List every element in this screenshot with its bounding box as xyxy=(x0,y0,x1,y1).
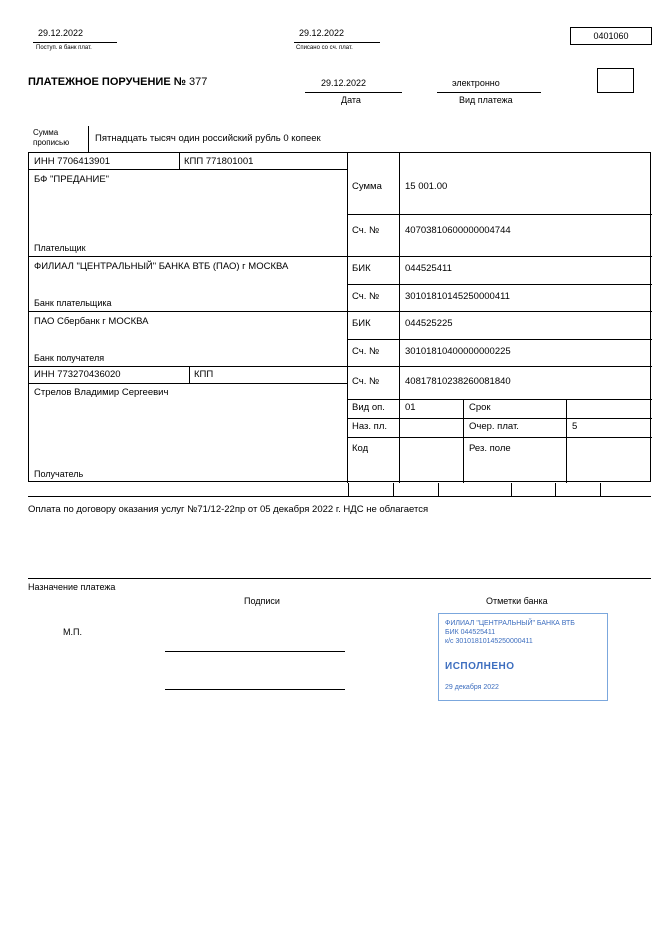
priority-label: Очер. плат. xyxy=(469,421,519,432)
payee-bank-account-label: Сч. № xyxy=(352,346,380,357)
date-received-caption: Поступ. в банк плат. xyxy=(36,45,92,51)
amount-value: 15 001.00 xyxy=(405,181,448,192)
payer-bank-caption: Банк плательщика xyxy=(34,298,112,308)
stamp-bank-name: ФИЛИАЛ "ЦЕНТРАЛЬНЫЙ" БАНКА ВТБ xyxy=(445,620,575,627)
date-debited-value: 29.12.2022 xyxy=(299,28,345,38)
payee-name: Стрелов Владимир Сергеевич xyxy=(34,387,169,398)
strip-divider-1 xyxy=(348,483,349,497)
payee-inn-row-line xyxy=(29,383,347,384)
payer-kpp: КПП 771801001 xyxy=(184,156,254,167)
date-debited-caption: Списано со сч. плат. xyxy=(296,45,353,51)
document-title xyxy=(28,77,207,88)
bank-marks-label: Отметки банка xyxy=(486,596,548,606)
stamp-date: 29 декабря 2022 xyxy=(445,684,499,691)
payee-bank-bik-line xyxy=(347,339,652,340)
payment-kind-caption: Вид платежа xyxy=(459,95,513,105)
table-main-divider xyxy=(347,153,348,483)
bank-stamp xyxy=(438,613,608,701)
payer-bank-account: 30101810145250000411 xyxy=(405,291,510,302)
detail-divider-1 xyxy=(463,399,464,483)
payer-inn-row-line xyxy=(29,169,347,170)
code-label: Код xyxy=(352,443,369,454)
amount-words-divider xyxy=(88,126,89,152)
payee-inn: ИНН 773270436020 xyxy=(34,369,121,380)
signature-line-1 xyxy=(165,651,345,652)
signatures-label: Подписи xyxy=(244,596,280,606)
signature-line-2 xyxy=(165,689,345,690)
payer-caption: Плательщик xyxy=(34,243,86,253)
payer-bank-bik-line xyxy=(347,284,652,285)
strip-divider-2 xyxy=(393,483,394,497)
document-title-label: ПЛАТЕЖНОЕ ПОРУЧЕНИЕ № xyxy=(28,76,186,88)
date-received-underline xyxy=(33,42,117,43)
purpose-section-line xyxy=(28,578,651,579)
payee-inn-kpp-divider xyxy=(189,366,190,383)
payment-order-table xyxy=(28,152,651,482)
status-code-box xyxy=(597,68,634,93)
payer-account: 40703810600000004744 xyxy=(405,225,511,236)
payee-caption: Получатель xyxy=(34,469,84,479)
payer-account-label: Сч. № xyxy=(352,225,380,236)
op-kind-label: Вид оп. xyxy=(352,402,385,413)
payee-bank-bik: 044525225 xyxy=(405,318,453,329)
payee-account-label: Сч. № xyxy=(352,376,380,387)
payer-bank-name: ФИЛИАЛ "ЦЕНТРАЛЬНЫЙ" БАНКА ВТБ (ПАО) г МОСКВА xyxy=(34,261,289,272)
payer-section-line xyxy=(29,256,652,257)
document-date: 29.12.2022 xyxy=(321,78,367,88)
payer-bank-section-line xyxy=(29,311,652,312)
stamp-status: ИСПОЛНЕНО xyxy=(445,661,515,672)
amount-words-label-line2: прописью xyxy=(33,138,70,147)
payment-purpose-caption: Назначение платежа xyxy=(28,582,116,592)
document-number: 377 xyxy=(189,76,208,88)
payer-bank-bik: 044525411 xyxy=(405,263,452,274)
payment-purpose-text: Оплата по договору оказания услуг №71/12-22пр от 05 декабря 2022 г. НДС не облагается xyxy=(28,504,429,515)
payment-kind-underline xyxy=(437,92,541,93)
tax-fields-strip xyxy=(28,483,651,497)
payee-bank-name: ПАО Сбербанк г МОСКВА xyxy=(34,316,149,327)
op-kind-row-line xyxy=(347,418,652,419)
op-kind-value: 01 xyxy=(405,402,416,413)
payee-account: 40817810238260081840 xyxy=(405,376,511,387)
date-debited-underline xyxy=(294,42,380,43)
amount-words-label xyxy=(33,128,69,148)
date-received-value: 29.12.2022 xyxy=(38,28,84,38)
payer-bank-bik-label: БИК xyxy=(352,263,371,274)
stamp-bik: БИК 044525411 xyxy=(445,629,496,636)
priority-value: 5 xyxy=(572,421,578,432)
document-date-underline xyxy=(305,92,402,93)
amount-label: Сумма xyxy=(352,181,382,192)
table-label-divider xyxy=(399,153,400,483)
form-code: 0401060 xyxy=(593,31,629,41)
payer-inn-kpp-divider xyxy=(179,153,180,169)
form-code-box xyxy=(570,27,652,45)
strip-divider-3 xyxy=(438,483,439,497)
payee-bank-caption: Банк получателя xyxy=(34,353,105,363)
payer-name: БФ "ПРЕДАНИЕ" xyxy=(34,174,110,185)
stamp-corr-account: к/с 30101810145250000411 xyxy=(445,638,533,645)
payee-account-line xyxy=(347,399,652,400)
payment-kind: электронно xyxy=(452,78,500,88)
payee-bank-account: 30101810400000000225 xyxy=(405,346,511,357)
purpose-code-label: Наз. пл. xyxy=(352,421,387,432)
strip-divider-5 xyxy=(555,483,556,497)
strip-divider-4 xyxy=(511,483,512,497)
stamp-place-label: М.П. xyxy=(63,627,82,637)
term-label: Срок xyxy=(469,402,491,413)
amount-in-words: Пятнадцать тысяч один российский рубль 0 копеек xyxy=(95,133,321,144)
reserve-field-label: Рез. поле xyxy=(469,443,511,454)
priority-row-line xyxy=(347,437,652,438)
amount-row-line xyxy=(347,214,652,215)
document-date-caption: Дата xyxy=(341,95,361,105)
strip-divider-6 xyxy=(600,483,601,497)
payer-bank-account-label: Сч. № xyxy=(352,291,380,302)
payee-bank-bik-label: БИК xyxy=(352,318,371,329)
payee-kpp-label: КПП xyxy=(194,369,214,380)
amount-words-label-line1: Сумма xyxy=(33,128,59,137)
payee-bank-section-line xyxy=(29,366,652,367)
payer-inn: ИНН 7706413901 xyxy=(34,156,111,167)
detail-divider-2 xyxy=(566,399,567,483)
